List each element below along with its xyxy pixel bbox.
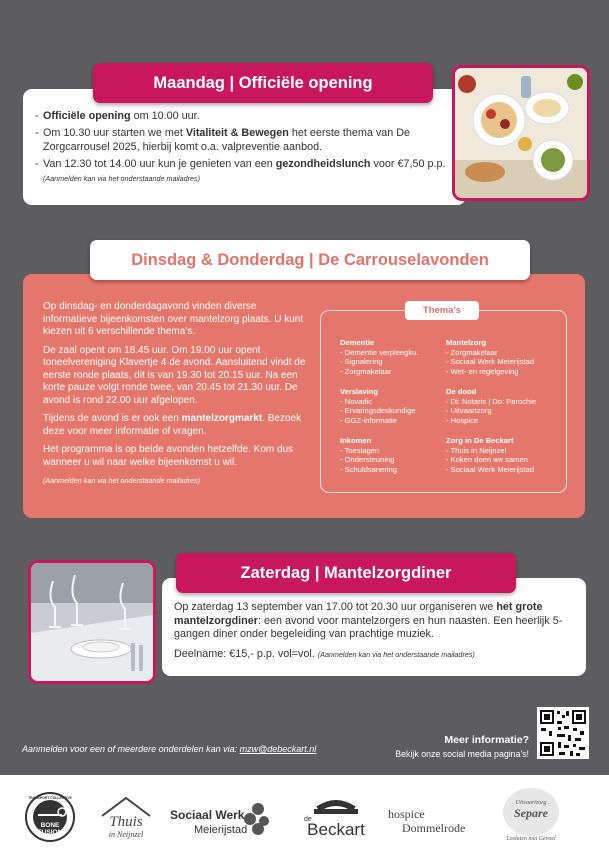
monday-item-2: - Om 10.30 uur starten we met Vitaliteit & Bewegen het eerste thema van De Zorgcarrousel 2025, hierbij komt o.a. valpreventie aanbod. xyxy=(35,126,454,154)
sociaal-werk-meierijstad-logo xyxy=(170,797,270,839)
thuis-in-neijnzel-logo xyxy=(96,794,156,840)
monday-card xyxy=(23,89,466,205)
signup-note: (Aanmelden kan via het onderstaande mailadres) xyxy=(43,174,201,183)
evenings-card xyxy=(23,274,585,518)
monday-item-1: - Officiële opening om 10.00 uur. xyxy=(35,109,454,123)
qr-code[interactable] xyxy=(537,707,589,759)
lunch-photo xyxy=(452,65,590,201)
more-info-title: Meer informatie? xyxy=(444,734,529,746)
de-beckart-logo xyxy=(296,795,376,841)
monday-item-3: - Van 12.30 tot 14.00 uur kun je genieten van een gezondheidslunch voor €7,50 p.p. (Aanmelden kan via het onderstaande mailadres) xyxy=(35,157,454,186)
hospice-dommelrode-logo xyxy=(388,804,490,838)
themes-box xyxy=(320,305,567,493)
evenings-header: Dinsdag & Donderdag | De Carrouselavonden xyxy=(90,240,530,280)
separe-slogan: Loslaten met Gevoel xyxy=(506,836,556,842)
themes-label: Thema's xyxy=(405,301,479,320)
signup-note: (Aanmelden kan via het onderstaande mailadres) xyxy=(43,476,201,485)
hospice-text: hospice xyxy=(388,807,425,821)
beckart-text: Beckart xyxy=(307,820,365,839)
uitvaartzorg-text: Uitvaartzorg xyxy=(515,800,547,806)
evenings-paragraph-4: Het programma is op beide avonden hetzelfde. Kom dus wanneer u wil naar welke bijeenkomst u wil. xyxy=(43,444,294,468)
saturday-paragraph-1: Op zaterdag 13 september van 17.00 tot 20.30 uur organiseren we het grote mantelzorgdiner: een avond voor mantelzorgers en hun naasten. Een heerlijk 5-gangen diner onder begeleiding van prachtige muziek. xyxy=(174,601,563,640)
evenings-paragraph-2: De zaal opent om 18.45 uur. Om 19.00 uur opent toneelvereniging Klavertje 4 de avond. Aansluitend vindt de eerste ronde plaats, dit is van 19.30 tot 20.15 uur. Na een korte pauze volgt ronde twee, van 20.45 tot 21.30 uur. De avond is rond 22.00 uur afgelopen. xyxy=(43,344,306,406)
meierijstad-text: Meierijstad xyxy=(194,824,248,836)
thuis-text: Thuis xyxy=(109,814,143,830)
bone-fusion-logo xyxy=(24,791,76,843)
evenings-paragraph-3: Tijdens de avond is er ook een mantelzorgmarkt. Bezoek deze voor meer informatie of vragen. xyxy=(43,413,302,437)
bone-fusion-line1: BONE xyxy=(40,822,60,829)
sociaal-werk-text: Sociaal Werk xyxy=(170,808,245,822)
monday-header: Maandag | Officiële opening xyxy=(93,63,433,103)
theme-inkomen: Inkomen - Toeslagen - Ondersteuning - Schuldsanering xyxy=(340,436,397,475)
more-info-subtitle: Bekijk onze social media pagina's! xyxy=(395,749,529,759)
bone-fusion-top: TRANSPORT COLLECTIVE xyxy=(28,796,72,800)
evenings-text xyxy=(43,301,311,488)
de-text: de xyxy=(304,816,312,823)
uitvaartzorg-separe-logo xyxy=(500,786,562,844)
signup-note: (Aanmelden kan via het onderstaande mailadres) xyxy=(317,649,475,659)
saturday-header: Zaterdag | Mantelzorgdiner xyxy=(176,553,516,593)
theme-verslaving: Verslaving - Novadic - Ervaringsdeskundige - GGZ-informatie xyxy=(340,387,416,426)
more-info xyxy=(395,734,529,759)
bone-fusion-line2: FUSION xyxy=(37,829,63,836)
theme-dementie: Dementie - Dementie verpleegku. - Signalering - Zorgmakelaar xyxy=(340,338,419,377)
theme-de-dood: De dood - Di: Notaris | Do: Parochie - Uitvaartzorg - Hospice xyxy=(446,387,537,426)
saturday-paragraph-2: Deelname: €15,- p.p. vol=vol. (Aanmelden kan via het onderstaande mailadres) xyxy=(174,647,475,660)
dinner-table-photo xyxy=(28,560,156,684)
dommelrode-text: Dommelrode xyxy=(402,821,466,835)
theme-mantelzorg: Mantelzorg - Zorgmakelaar - Sociaal Werk Meierijstad - Wet- en regelgeving xyxy=(446,338,535,377)
theme-zorg-in-de-beckart: Zorg in De Beckart - Thuis in Neijnzel - Koken doen we samen - Sociaal Werk Meierijstad xyxy=(446,436,535,475)
signup-line: Aanmelden voor een of meerdere onderdelen kan via: mzw@debeckart.nl xyxy=(22,744,317,754)
email-link[interactable]: mzw@debeckart.nl xyxy=(239,744,317,754)
neijnzel-text: in Neijnzel xyxy=(108,830,144,839)
evenings-paragraph-1: Op dinsdag- en donderdagavond vinden diverse informatieve bijeenkomsten over mantelzorg plaats. U kunt kiezen uit 6 verschillende thema's. xyxy=(43,301,304,337)
separe-text: Separe xyxy=(514,806,548,820)
